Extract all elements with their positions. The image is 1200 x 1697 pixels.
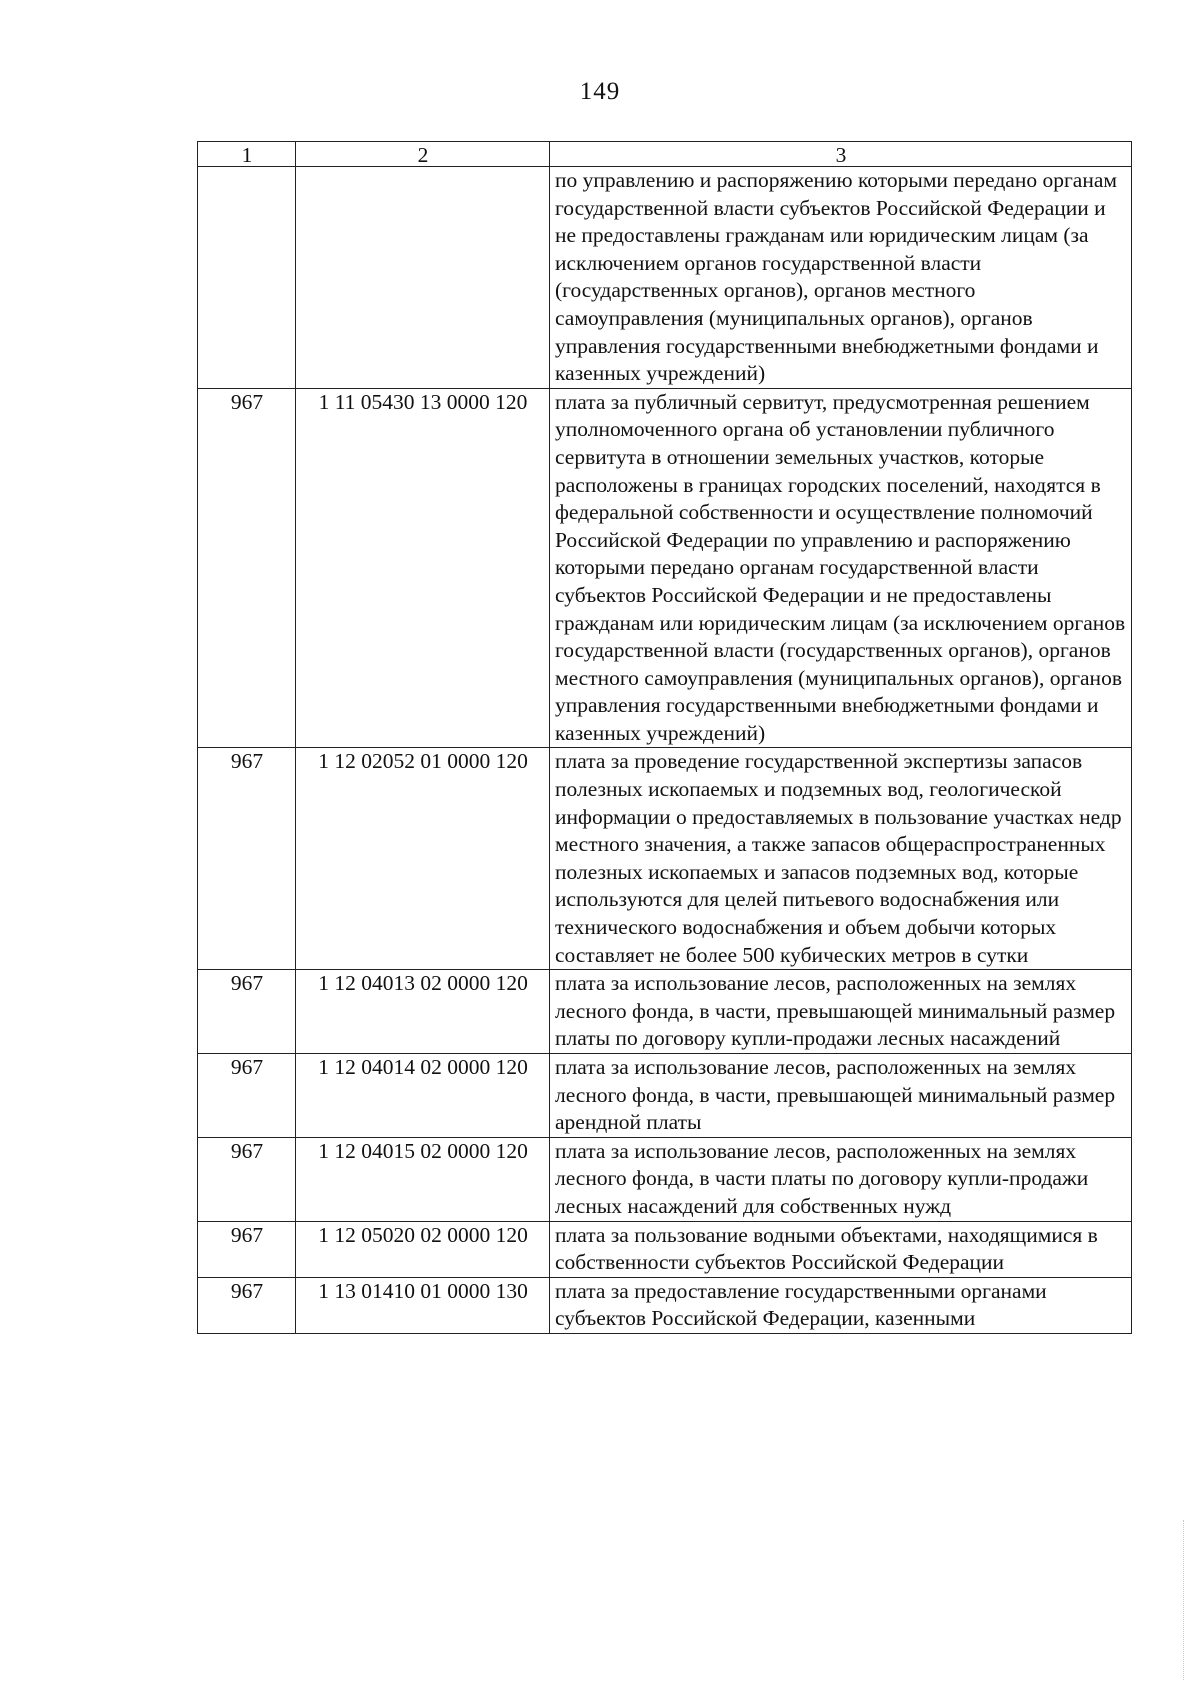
table-row <box>198 1137 1132 1221</box>
admin-code-cell: 967 <box>198 388 296 748</box>
table-row <box>198 167 1132 389</box>
budget-code-cell: 1 11 05430 13 0000 120 <box>296 388 550 748</box>
table-row <box>198 1277 1132 1333</box>
description-cell: по управлению и распоряжению которыми передано органам государственной власти субъектов Российской Федерации и не предоставлены гражданам или юридическим лицам (за исключением органов государственной власти (государственных органов), органов местного самоуправления (муниципальных органов), органов управления государственными внебюджетными фондами и казенных учреждений) <box>550 167 1132 389</box>
table-row <box>198 970 1132 1054</box>
budget-code-cell: 1 12 04014 02 0000 120 <box>296 1054 550 1138</box>
table-row <box>198 748 1132 970</box>
admin-code-cell: 967 <box>198 1137 296 1221</box>
description-cell: плата за использование лесов, расположенных на землях лесного фонда, в части платы по договору купли-продажи лесных насаждений для собственных нужд <box>550 1137 1132 1221</box>
table-header-row <box>198 142 1132 167</box>
admin-code-cell: 967 <box>198 1221 296 1277</box>
budget-code-cell: 1 12 05020 02 0000 120 <box>296 1221 550 1277</box>
admin-code-cell <box>198 167 296 389</box>
admin-code-cell: 967 <box>198 748 296 970</box>
description-cell: плата за предоставление государственными органами субъектов Российской Федерации, казенными <box>550 1277 1132 1333</box>
budget-code-cell: 1 12 04015 02 0000 120 <box>296 1137 550 1221</box>
budget-code-cell: 1 12 04013 02 0000 120 <box>296 970 550 1054</box>
column-header-3: 3 <box>550 142 1132 167</box>
admin-code-cell: 967 <box>198 970 296 1054</box>
budget-codes-table <box>197 141 1132 1334</box>
table-row <box>198 1054 1132 1138</box>
admin-code-cell: 967 <box>198 1277 296 1333</box>
table-row <box>198 1221 1132 1277</box>
description-cell: плата за проведение государственной экспертизы запасов полезных ископаемых и подземных вод, геологической информации о предоставляемых в пользование участках недр местного значения, а также запасов общераспространенных полезных ископаемых и запасов подземных вод, которые используются для целей питьевого водоснабжения или технического водоснабжения и объем добычи которых составляет не более 500 кубических метров в сутки <box>550 748 1132 970</box>
page-number: 149 <box>579 78 621 105</box>
description-cell: плата за публичный сервитут, предусмотренная решением уполномоченного органа об установлении публичного сервитута в отношении земельных участков, которые расположены в границах городских поселений, находятся в федеральной собственности и осуществление полномочий Российской Федерации по управлению и распоряжению которыми передано органам государственной власти субъектов Российской Федерации и не предоставлены гражданам или юридическим лицам (за исключением органов государственной власти (государственных органов), органов местного самоуправления (муниципальных органов), органов управления государственными внебюджетными фондами и казенных учреждений) <box>550 388 1132 748</box>
description-cell: плата за использование лесов, расположенных на землях лесного фонда, в части, превышающей минимальный размер арендной платы <box>550 1054 1132 1138</box>
budget-code-cell <box>296 167 550 389</box>
description-cell: плата за пользование водными объектами, находящимися в собственности субъектов Российской Федерации <box>550 1221 1132 1277</box>
scan-artifact <box>1183 1520 1190 1680</box>
column-header-1: 1 <box>198 142 296 167</box>
column-header-2: 2 <box>296 142 550 167</box>
budget-code-cell: 1 13 01410 01 0000 130 <box>296 1277 550 1333</box>
admin-code-cell: 967 <box>198 1054 296 1138</box>
budget-code-cell: 1 12 02052 01 0000 120 <box>296 748 550 970</box>
table-row <box>198 388 1132 748</box>
description-cell: плата за использование лесов, расположенных на землях лесного фонда, в части, превышающей минимальный размер платы по договору купли-продажи лесных насаждений <box>550 970 1132 1054</box>
